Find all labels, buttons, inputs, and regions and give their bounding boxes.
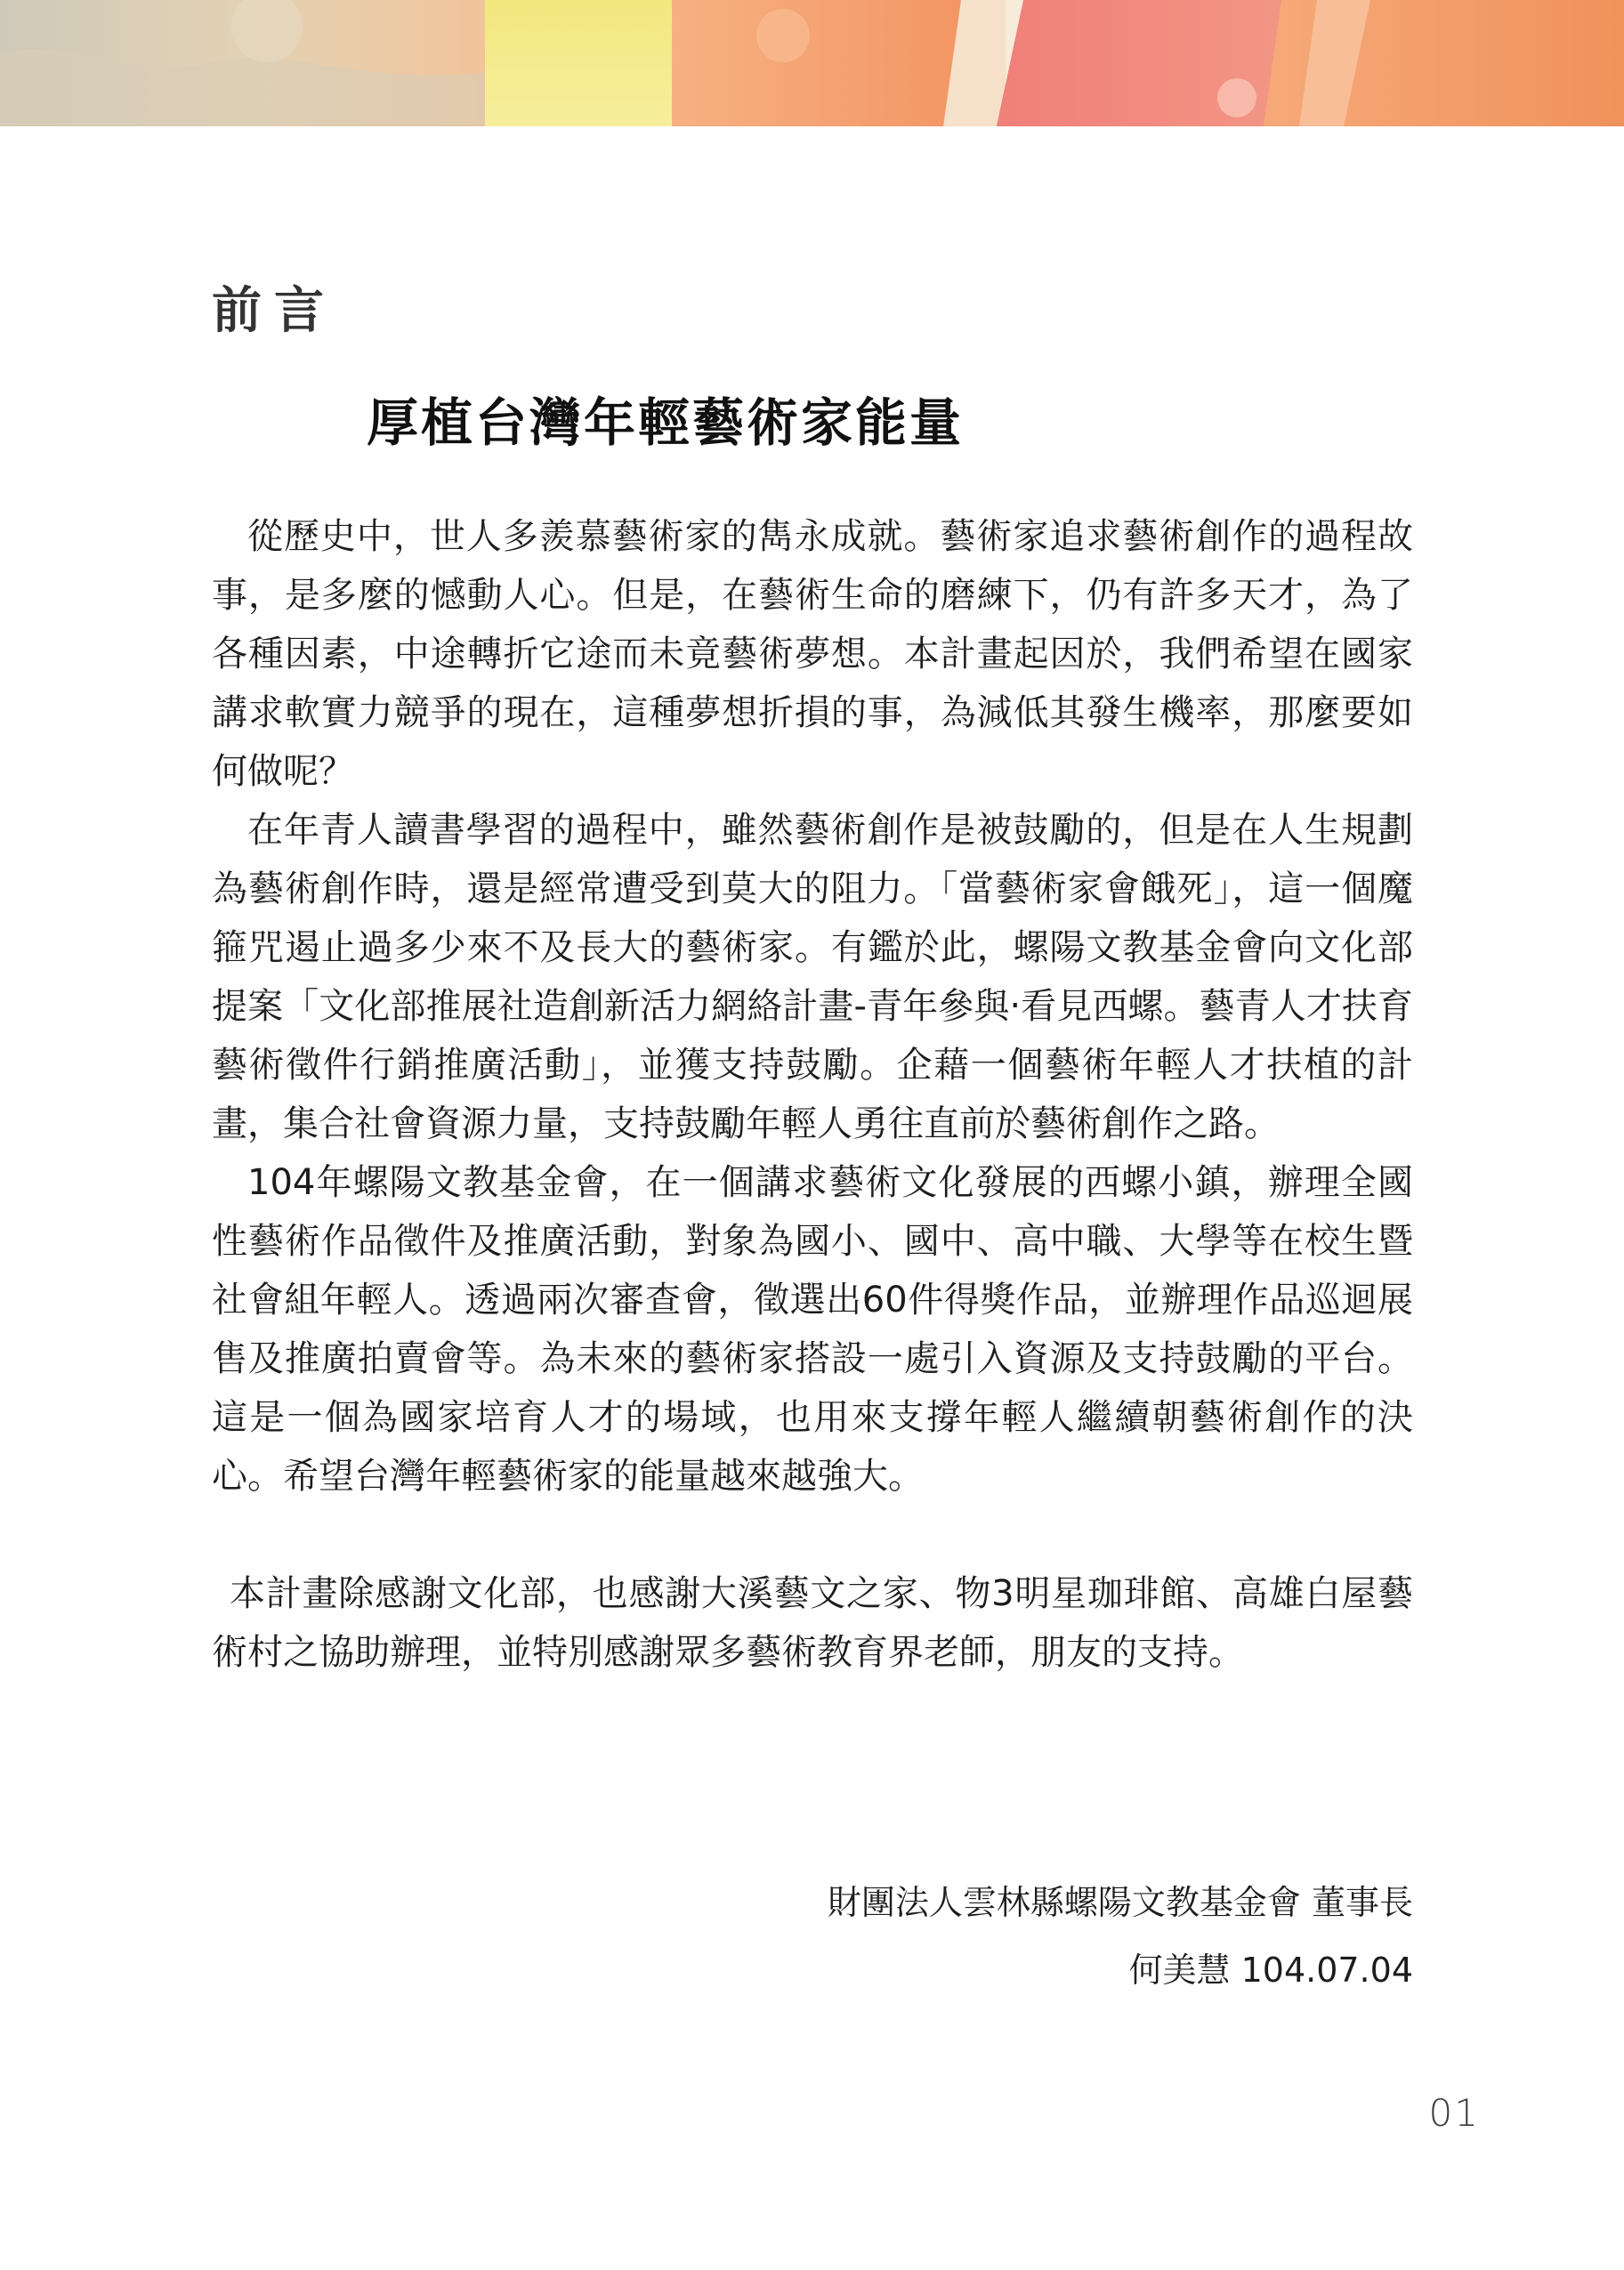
page-title: 厚植台灣年輕藝術家能量 xyxy=(367,392,965,453)
watercolor-banner xyxy=(0,0,1624,126)
acknowledgement-paragraph: 本計畫除感謝文化部，也感謝大溪藝文之家、物3明星珈琲館、高雄白屋藝術村之協助辦理，並特別感謝眾多藝術教育界老師，朋友的支持。 xyxy=(212,1573,1413,1673)
paragraph: 在年青人讀書學習的過程中，雖然藝術創作是被鼓勵的，但是在人生規劃為藝術創作時，還是經常遭受到莫大的阻力。「當藝術家會餓死」，這一個魔箍咒遏止過多少來不及長大的藝術家。有鑑於此，螺陽文教基金會向文化部提案「文化部推展社造創新活力網絡計畫-青年參與‧看見西螺。藝青人才扶育 藝術徵件行銷推廣活動」，並獲支持鼓勵。企藉一個藝術年輕人才扶植的計畫，集合社會資源力量，支持鼓勵年輕人勇往直前於藝術創作之路。 xyxy=(212,810,1413,1144)
paragraph: 104年螺陽文教基金會，在一個講求藝術文化發展的西螺小鎮，辦理全國性藝術作品徵件及推廣活動，對象為國小、國中、高中職、大學等在校生暨社會組年輕人。透過兩次審查會，徵選出60件得獎作品，並辦理作品巡迴展售及推廣拍賣會等。為未來的藝術家搭設一處引入資源及支持鼓勵的平台。這是一個為國家培育人才的場域，也用來支撐年輕人繼續朝藝術創作的決心。希望台灣年輕藝術家的能量越來越強大。 xyxy=(212,1162,1413,1497)
body-text xyxy=(212,507,1413,1682)
signature-name-date: 何美慧 104.07.04 xyxy=(1128,1951,1413,1990)
signature-organization: 財團法人雲林縣螺陽文教基金會 董事長 xyxy=(827,1883,1413,1922)
watercolor-banner-art xyxy=(0,0,1624,126)
paragraph: 從歷史中，世人多羨慕藝術家的雋永成就。藝術家追求藝術創作的過程故事，是多麼的憾動人心。但是，在藝術生命的磨練下，仍有許多天才，為了各種因素，中途轉折它途而未竟藝術夢想。本計畫起因於，我們希望在國家講求軟實力競爭的現在，這種夢想折損的事，為減低其發生機率，那麼要如何做呢？ xyxy=(212,516,1413,792)
banner-yellow-wash xyxy=(485,0,672,126)
page-number: 01 xyxy=(1428,2091,1480,2135)
section-label: 前言 xyxy=(212,281,336,340)
signature-block xyxy=(828,1869,1413,2004)
